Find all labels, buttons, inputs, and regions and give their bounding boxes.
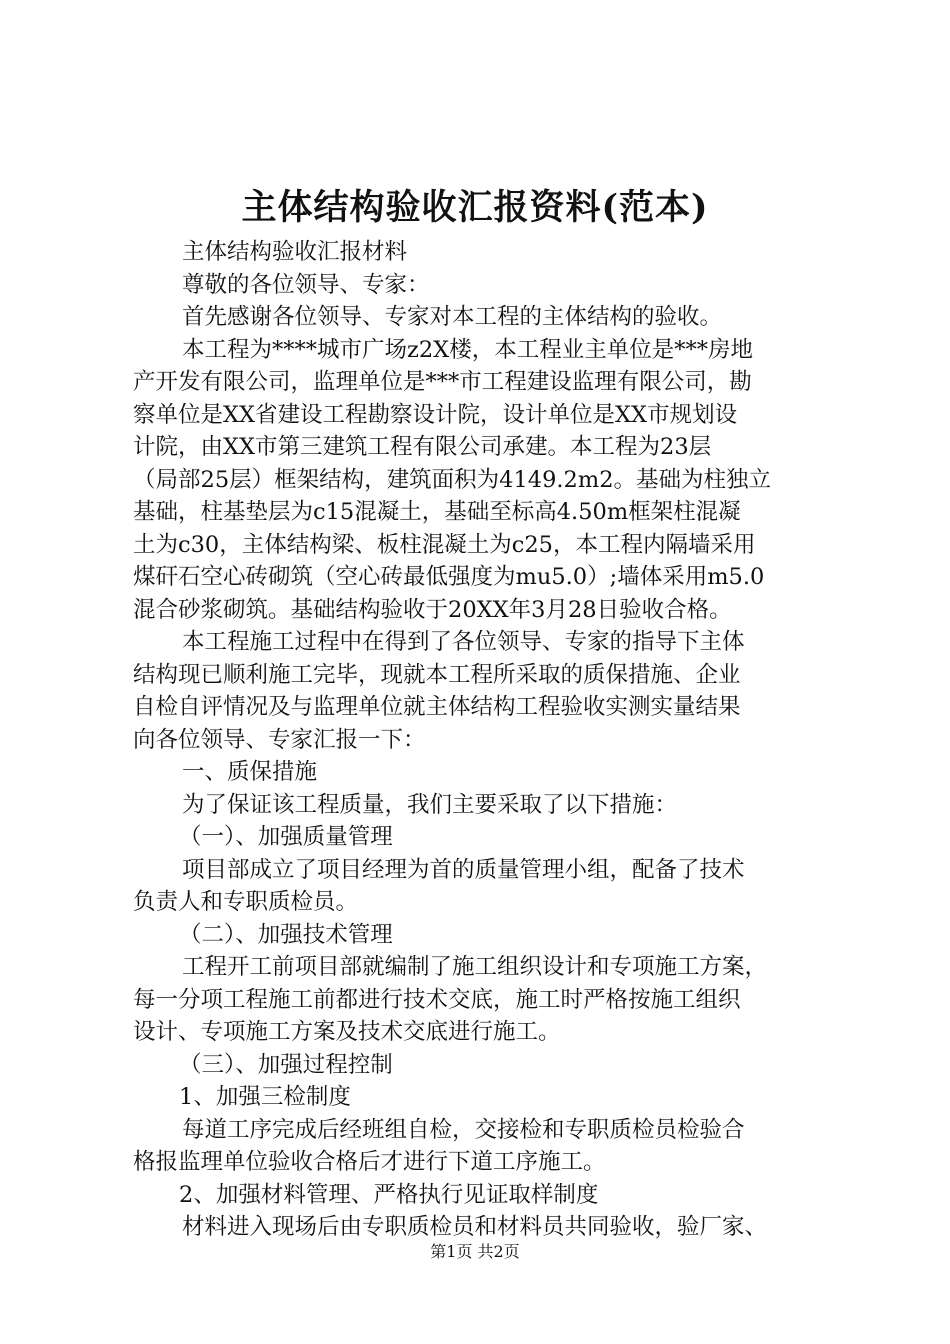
paragraph-line: 结构现已顺利施工完毕，现就本工程所采取的质保措施、企业 [133, 661, 741, 688]
paragraph-line: （局部25层）框架结构，建筑面积为4149.2m2。基础为柱独立 [133, 466, 772, 493]
paragraph-line: 主体结构验收汇报材料 [182, 239, 408, 265]
paragraph-line: 察单位是XX省建设工程勘察设计院，设计单位是XX市规划设 [133, 401, 738, 428]
paragraph-line: 每道工序完成后经班组自检，交接检和专职质检员检验合 [182, 1116, 745, 1143]
paragraph-line: 项目部成立了项目经理为首的质量管理小组，配备了技术 [182, 856, 745, 883]
paragraph-line: 本工程为****城市广场z2X楼，本工程业主单位是***房地 [182, 336, 753, 363]
paragraph-line: 自检自评情况及与监理单位就主体结构工程验收实测实量结果 [133, 694, 741, 720]
paragraph-line: 向各位领导、专家汇报一下： [133, 726, 426, 753]
paragraph-line: 煤矸石空心砖砌筑（空心砖最低强度为mu5.0）;墙体采用m5.0 [133, 564, 765, 590]
paragraph-line: 混合砂浆砌筑。基础结构验收于20XX年3月28日验收合格。 [133, 596, 732, 623]
document-title: 主体结构验收汇报资料(范本) [241, 187, 709, 228]
paragraph-line: 产开发有限公司，监理单位是***市工程建设监理有限公司，勘 [133, 369, 752, 395]
paragraph-line: 工程开工前项目部就编制了施工组织设计和专项施工方案， [182, 954, 768, 980]
item-heading: 2、加强材料管理、严格执行见证取样制度 [179, 1181, 599, 1208]
paragraph-line: 为了保证该工程质量，我们主要采取了以下措施： [182, 791, 678, 818]
document-body [133, 236, 833, 1244]
paragraph-line: 设计、专项施工方案及技术交底进行施工。 [133, 1019, 561, 1045]
paragraph-line: 计院，由XX市第三建筑工程有限公司承建。本工程为23层 [133, 434, 712, 460]
subsection-heading: （三）、加强过程控制 [179, 1051, 393, 1078]
paragraph-line: 基础，柱基垫层为c15混凝土，基础至标高4.50m框架柱混凝 [133, 499, 741, 525]
paragraph-line: 格报监理单位验收合格后才进行下道工序施工。 [133, 1149, 606, 1175]
paragraph-line: 负责人和专职质检员。 [133, 889, 359, 915]
paragraph-line: 每一分项工程施工前都进行技术交底，施工时严格按施工组织 [133, 986, 741, 1013]
paragraph-line: 本工程施工过程中在得到了各位领导、专家的指导下主体 [182, 629, 745, 655]
section-heading: 一、质保措施 [182, 759, 318, 785]
paragraph-line: 首先感谢各位领导、专家对本工程的主体结构的验收。 [182, 304, 723, 330]
item-heading: 1、加强三检制度 [179, 1084, 351, 1110]
page-number: 第1页 共2页 [430, 1242, 520, 1261]
subsection-heading: （二）、加强技术管理 [179, 921, 393, 948]
paragraph-line: 材料进入现场后由专职质检员和材料员共同验收，验厂家、 [182, 1214, 768, 1240]
paragraph-line: 土为c30，主体结构梁、板柱混凝土为c25，本工程内隔墙采用 [133, 531, 756, 558]
paragraph-line: 尊敬的各位领导、专家： [182, 271, 430, 298]
subsection-heading: （一）、加强质量管理 [179, 824, 393, 850]
